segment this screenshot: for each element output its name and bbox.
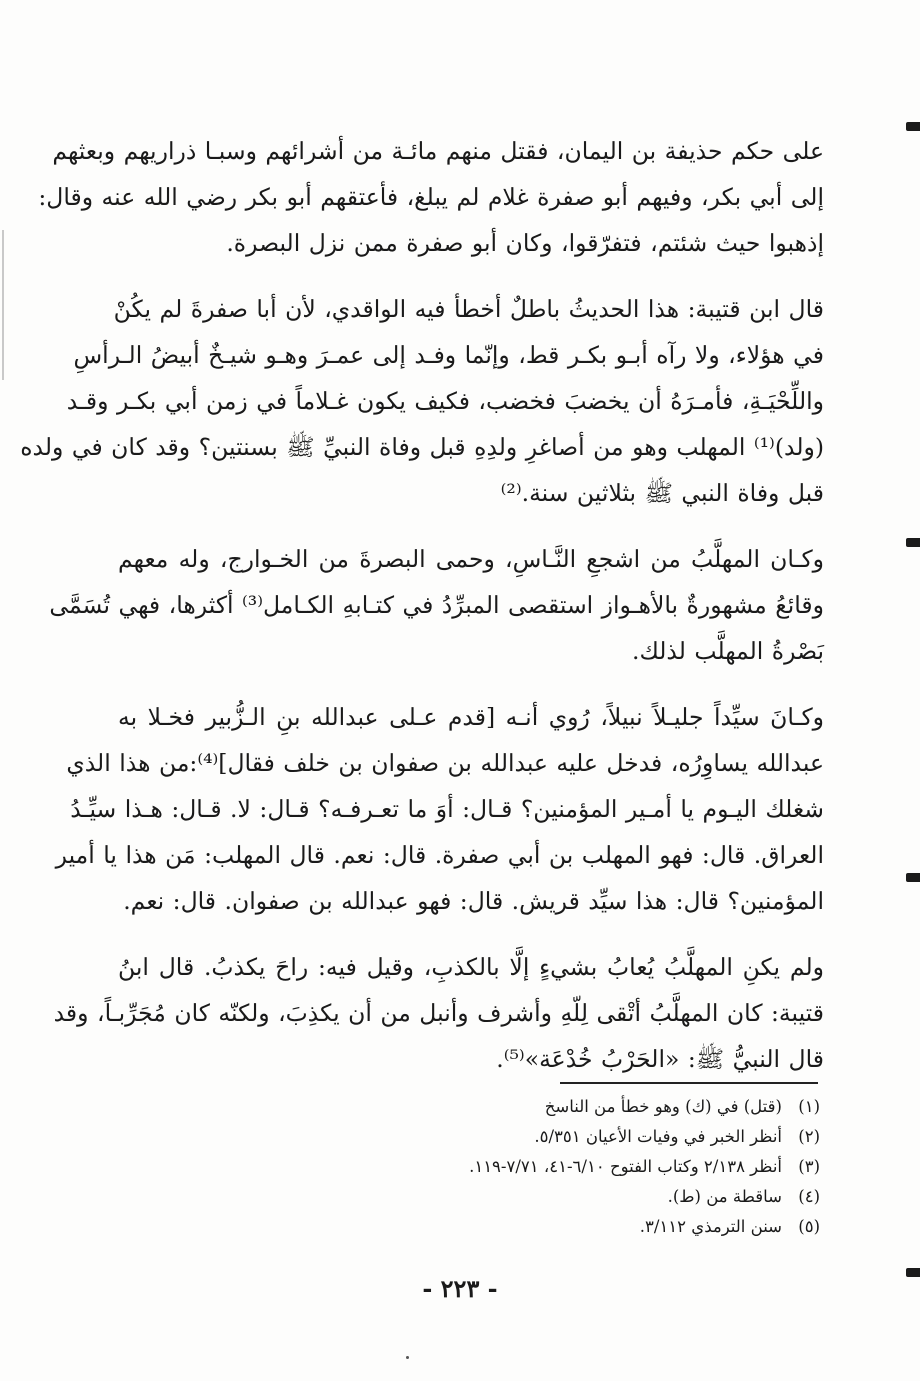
text-line: وقائعُ مشهورةٌ بالأهـواز استقصى المبرِّدُ في كتـابهِ الكـامل⁽³⁾ أكثرها، فهي تُسَمَّى [49, 591, 824, 619]
text-line: العراق. قال: فهو المهلب بن أبي صفرة. قال: نعم. قال المهلب: مَن هذا يا أمير [55, 841, 824, 869]
text-line: وكـان المهلَّبُ من اشجعِ النَّـاسِ، وحمى البصرةَ من الخـوارج، وله معهم [118, 545, 824, 573]
footnote-number: (٤) [798, 1187, 820, 1206]
page-number: - ٢٢٣ - [422, 1274, 498, 1303]
footnote-divider [560, 1082, 818, 1084]
text-line: واللِّحْيَـةِ، فأمـرَهُ أن يخضبَ فخضب، فكيف يكون غـلاماً في زمن أبي بكـر وقـد [66, 387, 824, 415]
scan-edge-mark [906, 538, 920, 547]
footnote-text: سنن الترمذي ٣/١١٢. [639, 1217, 782, 1236]
scan-edge-line [2, 230, 4, 380]
footnote-item [300, 1212, 820, 1242]
text-line: في هؤلاء، ولا رآه أبـو بكـر قط، وإنّما وفـد إلى عمـرَ وهـو شيـخٌ أبيضُ الـرأسِ [73, 341, 824, 369]
text-line: ولم يكنِ المهلَّبُ يُعابُ بشيءٍ إلَّا بالكذبِ، وقيل فيه: راحَ يكذبُ. قال ابنُ [118, 953, 824, 981]
footnote-item [300, 1122, 820, 1152]
footnote-number: (٥) [798, 1217, 820, 1236]
main-text [20, 128, 824, 1102]
scan-edge-mark [906, 122, 920, 131]
footnote-text: (قتل) في (ك) وهو خطأ من الناسخ [544, 1097, 782, 1116]
footnote-number: (٢) [798, 1127, 820, 1146]
text-line: بَصْرةُ المهلَّب لذلك. [631, 637, 824, 665]
scan-speck [406, 1356, 409, 1359]
footnotes [300, 1092, 820, 1242]
paragraph-4 [55, 694, 824, 924]
footnote-text: أنظر ٢/١٣٨ وكتاب الفتوح ٦/١٠-٤١، ٧/٧١-١١٩. [469, 1157, 782, 1176]
footnote-number: (٣) [798, 1157, 820, 1176]
footnote-item [300, 1182, 820, 1212]
paragraph-5 [53, 944, 824, 1082]
paragraph-1 [38, 128, 824, 266]
text-line: قال النبيُّ ﷺ: «الحَرْبُ خُدْعَة»⁽⁵⁾. [496, 1045, 824, 1073]
text-line: وكـانَ سيِّداً جليـلاً نبيلاً، رُوي أنـه [قدم عـلى عبدالله بنِ الـزُّبير فخـلا به [118, 703, 824, 731]
footnote-item [300, 1152, 820, 1182]
paragraph-3 [49, 536, 824, 674]
paragraph-2 [20, 286, 824, 516]
footnote-text: أنظر الخبر في وفيات الأعيان ٥/٣٥١. [534, 1127, 782, 1146]
text-line: على حكم حذيفة بن اليمان، فقتل منهم مائـة من أشرائهم وسبـا ذراريهم وبعثهم [52, 137, 824, 165]
scan-edge-mark [906, 1268, 920, 1277]
text-line: (ولد)⁽¹⁾ المهلب وهو من أصاغرِ ولدِهِ قبل وفاة النبيِّ ﷺ بسنتين؟ وقد كان في ولده [20, 433, 824, 461]
scan-edge-mark [906, 873, 920, 882]
text-line: إذهبوا حيث شئتم، فتفرّقوا، وكان أبو صفرة ممن نزل البصرة. [226, 229, 824, 257]
text-line: قبل وفاة النبي ﷺ بثلاثين سنة.⁽²⁾ [500, 479, 824, 507]
footnote-text: ساقطة من (ط). [667, 1187, 782, 1206]
text-line: قال ابن قتيبة: هذا الحديثُ باطلٌ أخطأ فيه الواقدي، لأن أبا صفرةَ لم يكُنْ [113, 295, 824, 323]
text-line: المؤمنين؟ قال: هذا سيِّد قريش. قال: فهو عبدالله بن صفوان. قال: نعم. [123, 887, 824, 915]
footnote-item [300, 1092, 820, 1122]
text-line: عبدالله يساوِرُه، فدخل عليه عبدالله بن صفوان بن خلف فقال]⁽⁴⁾:من هذا الذي [66, 749, 824, 777]
text-line: قتيبة: كان المهلَّبُ أتْقى لِلّهِ وأشرف وأنبل من أن يكذِبَ، ولكنّه كان مُجَرِّبـاً، وقد [53, 999, 824, 1027]
footnote-number: (١) [798, 1097, 820, 1116]
text-line: إلى أبي بكر، وفيهم أبو صفرة غلام لم يبلغ، فأعتقهم أبو بكر رضي الله عنه وقال: [38, 183, 824, 211]
text-line: شغلك اليـوم يا أمـير المؤمنين؟ قـال: أوَ ما تعـرفـه؟ قـال: لا. قـال: هـذا سيِّـدُ [70, 795, 824, 823]
